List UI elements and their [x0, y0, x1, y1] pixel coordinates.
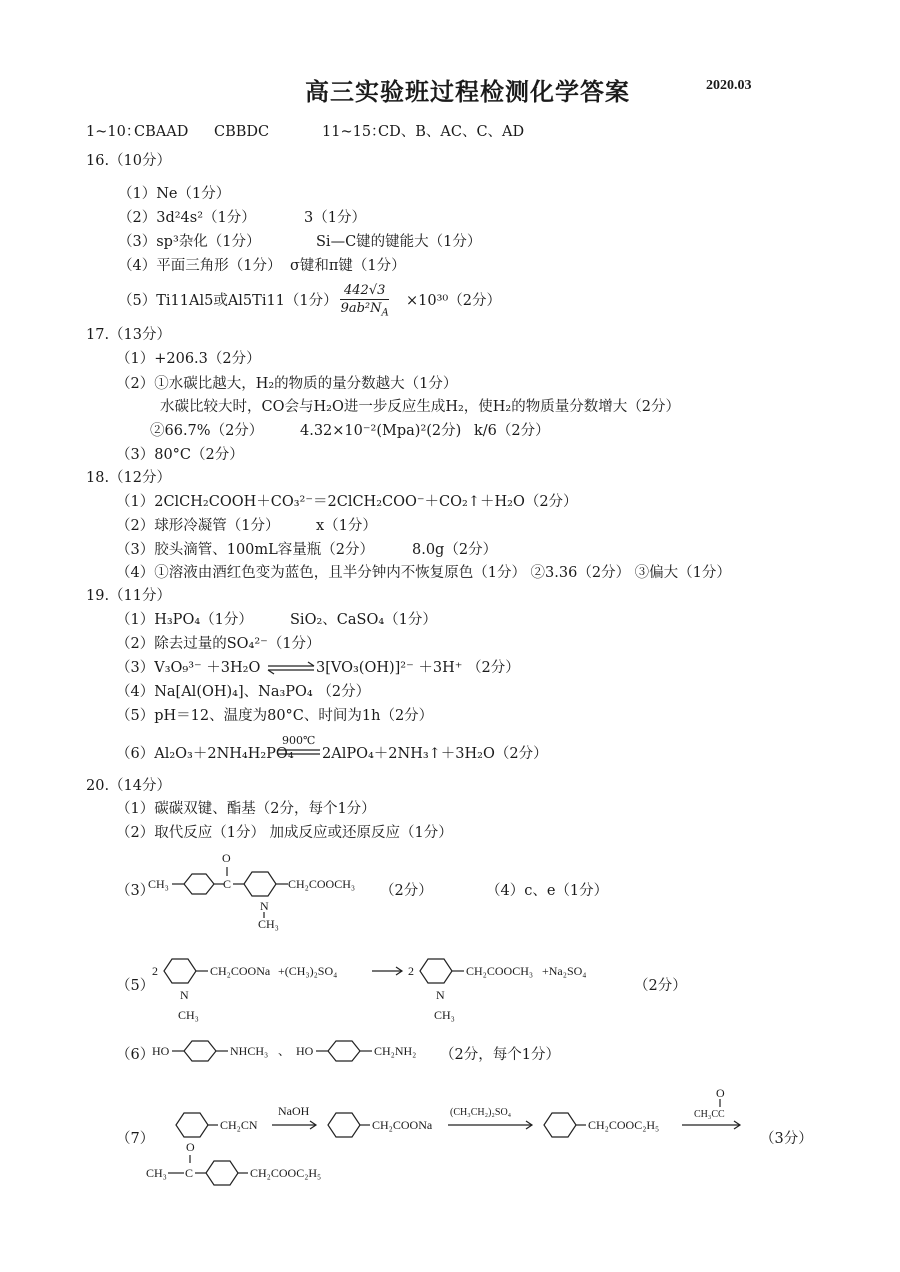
q20-answer-2: （2）取代反应（1分） 加成反应或还原反应（1分）	[116, 825, 453, 841]
q19-answer-5: （5）pH＝12、温度为80°C、时间为1h（2分）	[116, 708, 434, 724]
q20-answer-1: （1）碳碳双键、酯基（2分，每个1分）	[116, 801, 376, 817]
mc-part2-answers: CD、B、AC、C、AD	[378, 124, 525, 140]
struct6-substituent-2: CH₂NH₂	[374, 1044, 417, 1058]
q16-answer-4b: σ键和π键（1分）	[290, 258, 406, 274]
q18-answer-1: （1）2ClCH₂COOH＋CO₃²⁻＝2ClCH₂COO⁻＋CO₂↑＋H₂O（2分）	[116, 494, 578, 510]
q19-answer-3-left: （3）V₃O₉³⁻ ＋3H₂O	[116, 660, 261, 676]
q18-answer-2b: x（1分）	[316, 518, 377, 534]
q17-answer-2b: 水碳比较大时，CO会与H₂O进一步反应生成H₂，使H₂的物质量分数增大（2分）	[160, 399, 680, 415]
q20-answer-5-score: （2分）	[634, 978, 687, 994]
fraction-denominator-sub: A	[381, 307, 389, 319]
struct3-n: N	[260, 899, 269, 913]
fraction-denominator-main: 9ab²N	[340, 301, 382, 316]
q18-answer-2: （2）球形冷凝管（1分）	[116, 518, 280, 534]
q17-answer-1: （1）+206.3（2分）	[116, 351, 261, 367]
q18-answer-4: （4）①溶液由酒红色变为蓝色，且半分钟内不恢复原色（1分） ②3.36（2分） ③偏大（1分）	[116, 565, 731, 581]
q19-answer-6-left: （6）Al₂O₃＋2NH₄H₂PO₄	[116, 746, 294, 762]
q16-answer-4: （4）平面三角形（1分）	[118, 258, 282, 274]
reaction5-byproduct: +Na₂SO₄	[542, 964, 587, 978]
q20-heading: 20.（14分）	[86, 778, 172, 794]
q20-structure-3	[140, 850, 380, 930]
q18-heading: 18.（12分）	[86, 470, 172, 486]
q16-answer-5-tail: ×10³⁰（2分）	[406, 293, 501, 309]
route7-reagent-3-o: O	[716, 1086, 725, 1100]
struct6-substituent-1: NHCH₃	[230, 1044, 269, 1058]
route7-product-c: C	[185, 1166, 194, 1180]
reaction5-n-2: N	[436, 988, 445, 1002]
q18-answer-3b: 8.0g（2分）	[412, 542, 498, 558]
q16-fraction	[340, 283, 389, 319]
mc-part1-a: CBAAD	[134, 124, 189, 140]
q16-answer-3b: Si—C键的键能大（1分）	[316, 234, 482, 250]
route7-product-substituent: CH₂COOC₂H₅	[250, 1166, 322, 1180]
date-label: 2020.03	[706, 78, 752, 93]
route7-compound-1: CH₂CN	[220, 1118, 258, 1132]
q20-answer-7-score: （3分）	[760, 1131, 813, 1147]
struct3-carbonyl-c: C	[223, 877, 232, 891]
mc-part1-label: 1~10：	[86, 124, 141, 140]
q17-answer-3: （3）80°C（2分）	[116, 447, 244, 463]
q20-answer-7-label: （7）	[116, 1131, 155, 1147]
q16-answer-1: （1）Ne（1分）	[118, 186, 231, 202]
route7-product-o: O	[186, 1140, 195, 1154]
q20-answer-4: （4）c、e（1分）	[486, 883, 609, 899]
q19-answer-1b: SiO₂、CaSO₄（1分）	[290, 612, 437, 628]
reaction5-substituent-2: CH₂COOCH₃	[466, 964, 534, 978]
q19-answer-4: （4）Na[Al(OH)₄]、Na₃PO₄ （2分）	[116, 684, 371, 700]
struct6-ho-1: HO	[152, 1044, 170, 1058]
route7-compound-2: CH₂COONa	[372, 1118, 433, 1132]
reaction5-coefficient: 2	[152, 964, 158, 978]
q17-answer-2e: k/6（2分）	[474, 423, 550, 439]
struct3-carbonyl-o: O	[222, 851, 231, 865]
q20-answer-6-score: （2分，每个1分）	[440, 1047, 560, 1063]
reaction5-n-ch3: CH₃	[178, 1008, 199, 1022]
q16-answer-5: （5）Ti11Al5或Al5Ti11（1分）	[118, 293, 338, 309]
q20-answer-3-label: （3）	[116, 883, 155, 899]
q20-reaction-5	[150, 945, 680, 1025]
q16-answer-2: （2）3d²4s²（1分）	[118, 210, 256, 226]
struct3-substituent: CH₂COOCH₃	[288, 877, 356, 891]
route7-reagent-2: (CH₃CH₂)₂SO₄	[450, 1107, 512, 1118]
route7-compound-3: CH₂COOC₂H₅	[588, 1118, 660, 1132]
mc-part1-b: CBBDC	[214, 124, 270, 140]
q16-heading: 16.（10分）	[86, 153, 172, 169]
route7-product-ch3: CH₃	[146, 1166, 167, 1180]
struct3-ch3: CH₃	[148, 877, 169, 891]
q16-answer-2b: 3（1分）	[304, 210, 366, 226]
struct6-ho-2: HO	[296, 1044, 314, 1058]
fraction-numerator: 442√3	[340, 283, 389, 300]
q20-answer-5-label: （5）	[116, 978, 155, 994]
q17-answer-2d: 4.32×10⁻²(Mpa)²(2分)	[300, 423, 462, 439]
equilibrium-arrow	[268, 660, 316, 676]
route7-reagent-1: NaOH	[278, 1104, 310, 1118]
q19-answer-6-right: 2AlPO₄＋2NH₃↑＋3H₂O（2分）	[322, 746, 548, 762]
route7-reagent-3: CH₃CC	[694, 1109, 725, 1120]
q18-answer-3: （3）胶头滴管、100mL容量瓶（2分）	[116, 542, 375, 558]
q19-answer-1: （1）H₃PO₄（1分）	[116, 612, 253, 628]
page-title: 高三实验班过程检测化学答案	[305, 78, 630, 106]
struct6-separator: 、	[278, 1044, 291, 1058]
q20-answer-3-score: （2分）	[380, 883, 433, 899]
q19-answer-3-right: 3[VO₃(OH)]²⁻ ＋3H⁺ （2分）	[316, 660, 520, 676]
q19-answer-2: （2）除去过量的SO₄²⁻（1分）	[116, 636, 321, 652]
q17-answer-2a: （2）①水碳比越大，H₂的物质的量分数越大（1分）	[116, 376, 458, 392]
reaction5-substituent-1: CH₂COONa	[210, 964, 271, 978]
q19-answer-6-condition: 900℃	[282, 734, 316, 747]
reaction5-n-ch3-2: CH₃	[434, 1008, 455, 1022]
mc-part2-label: 11~15：	[322, 124, 386, 140]
fraction-denominator	[340, 300, 389, 319]
q19-heading: 19.（11分）	[86, 588, 172, 604]
q17-answer-2c: ②66.7%（2分）	[150, 423, 264, 439]
struct3-n-ch3: CH₃	[258, 917, 279, 931]
q16-answer-3: （3）sp³杂化（1分）	[118, 234, 261, 250]
reaction5-reagent: +(CH₃)₂SO₄	[278, 964, 338, 978]
q17-heading: 17.（13分）	[86, 327, 172, 343]
reaction-equals-sign	[278, 748, 322, 758]
q20-answer-6-label: （6）	[116, 1047, 155, 1063]
reaction5-coefficient-2: 2	[408, 964, 414, 978]
q20-synthesis-route-7	[146, 1085, 760, 1195]
reaction5-n: N	[180, 988, 189, 1002]
q20-structures-6	[150, 1036, 440, 1066]
